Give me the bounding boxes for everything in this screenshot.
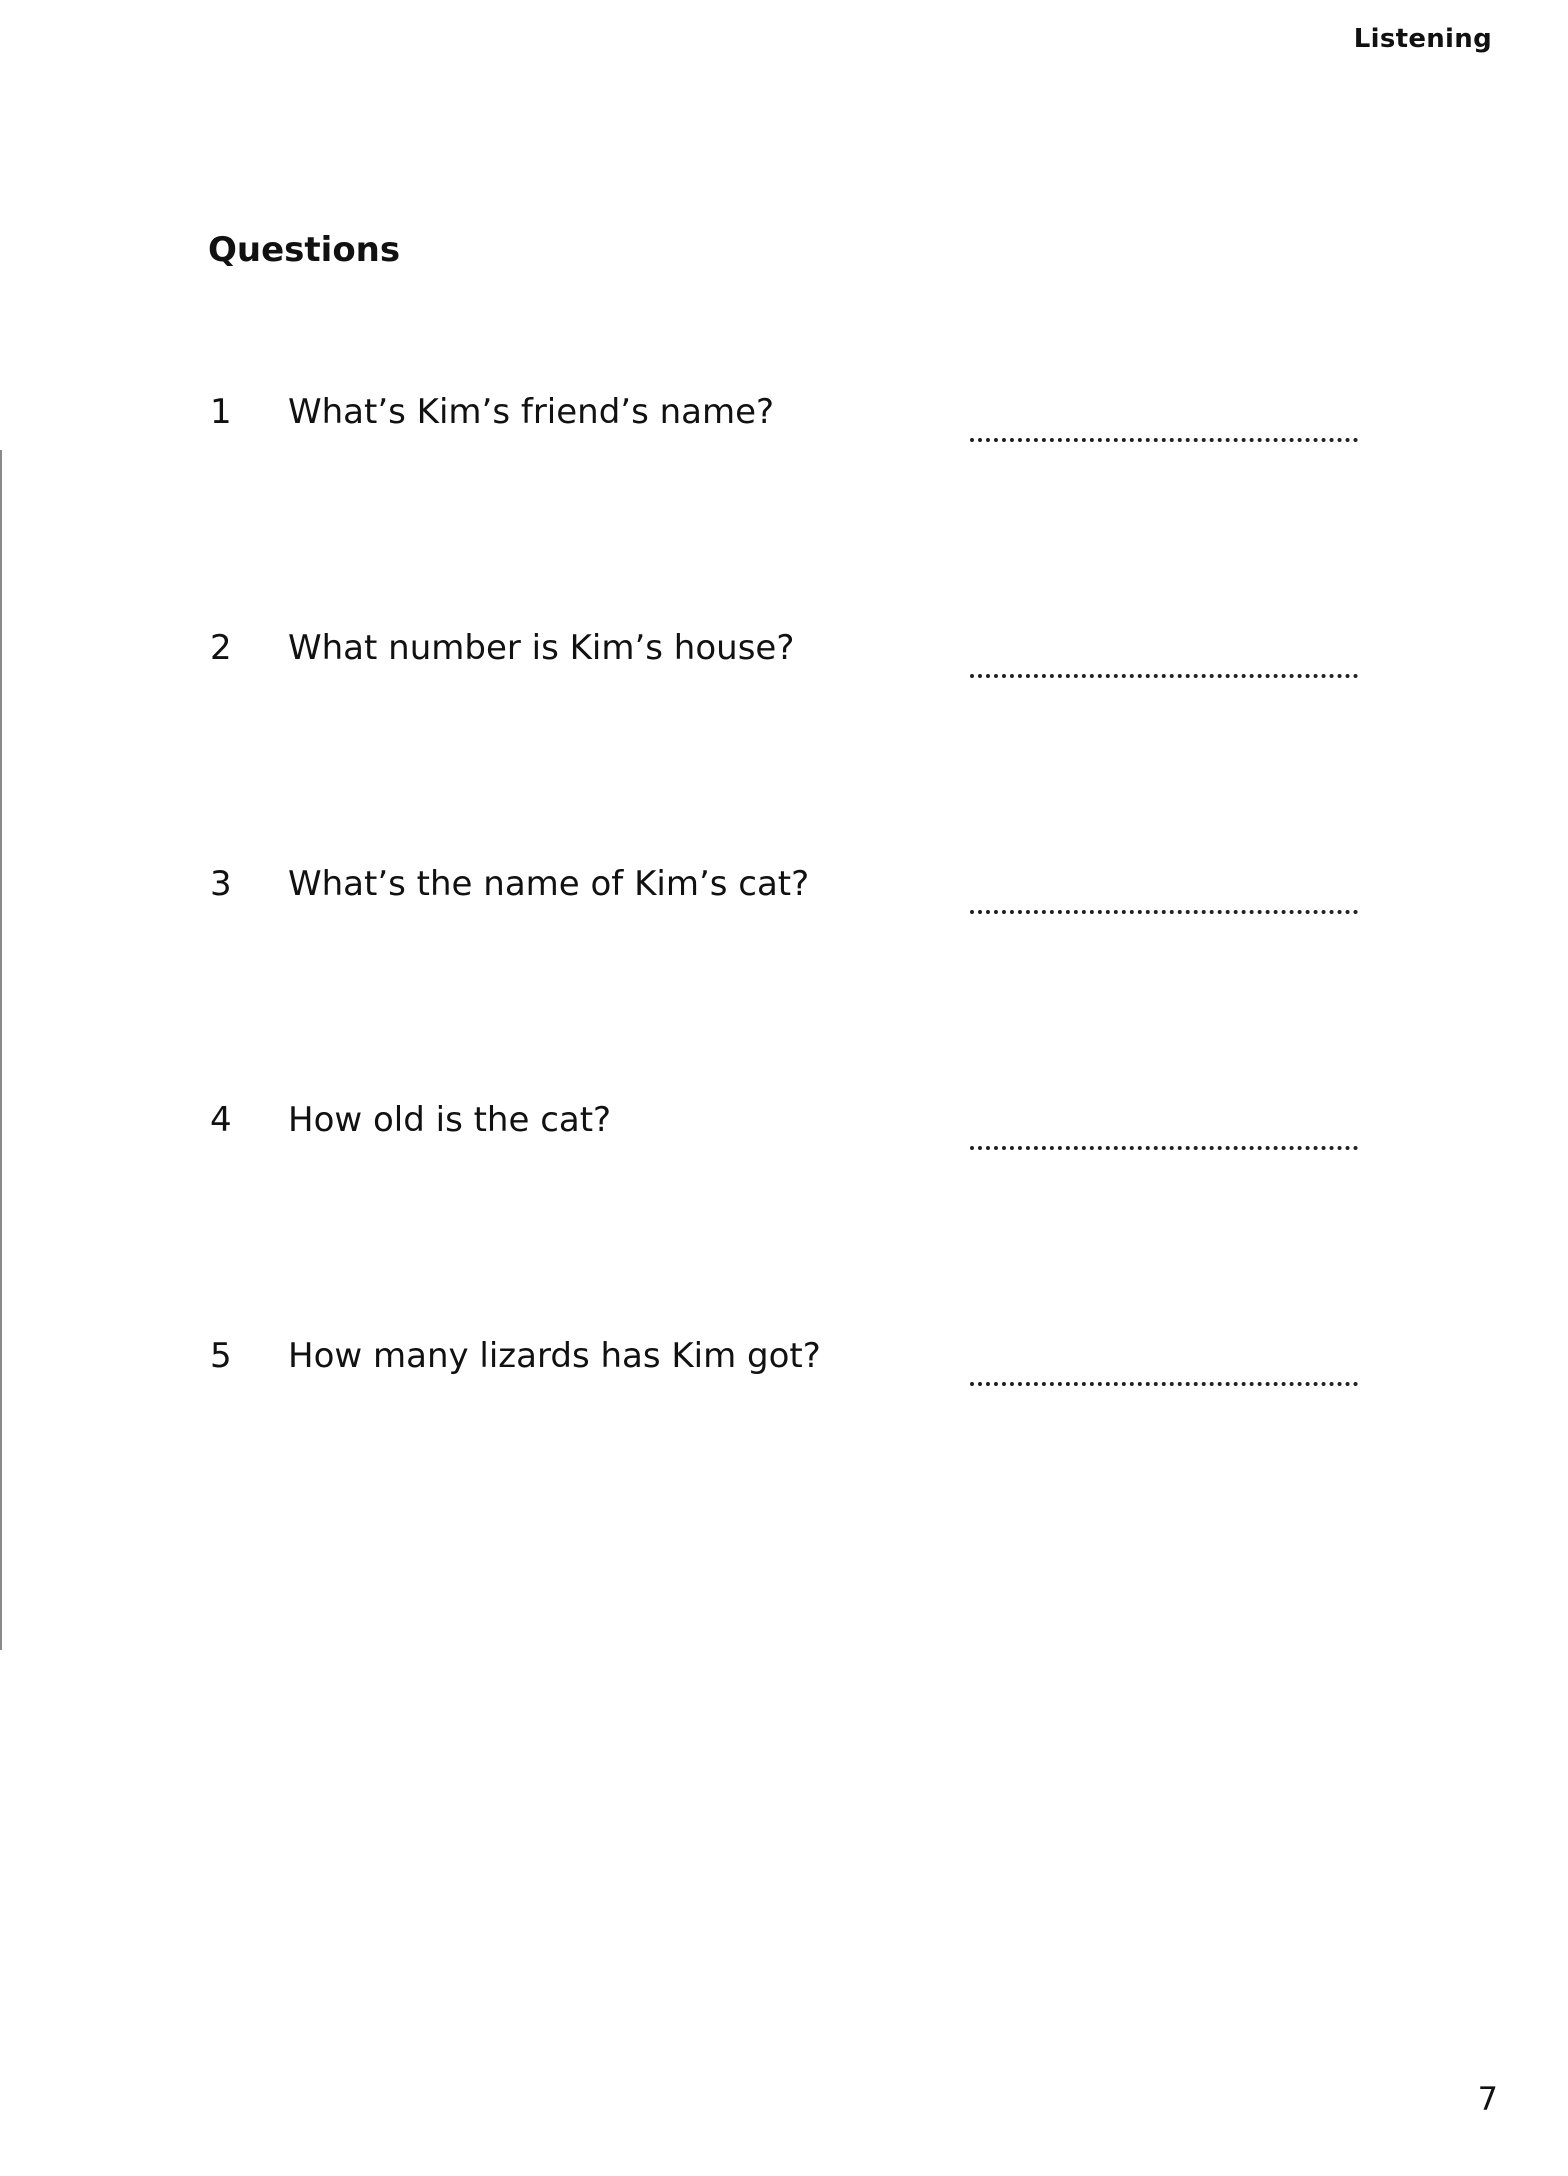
question-text: What’s Kim’s friend’s name? [288,392,775,432]
answer-line[interactable] [970,910,1358,914]
question-number: 2 [210,628,232,668]
question-item [210,1324,1360,1560]
question-text: How old is the cat? [288,1100,612,1140]
question-number: 1 [210,392,232,432]
answer-line[interactable] [970,1382,1358,1386]
question-item [210,1088,1360,1324]
question-item [210,616,1360,852]
question-item [210,852,1360,1088]
question-text: What’s the name of Kim’s cat? [288,864,810,904]
page-number: 7 [1477,2080,1498,2118]
question-item [210,380,1360,616]
question-number: 5 [210,1336,232,1376]
question-text: How many lizards has Kim got? [288,1336,821,1376]
answer-line[interactable] [970,438,1358,442]
section-label: Listening [1353,24,1492,54]
question-text: What number is Kim’s house? [288,628,795,668]
question-number: 3 [210,864,232,904]
binding-edge [0,450,6,1650]
question-number: 4 [210,1100,232,1140]
answer-line[interactable] [970,674,1358,678]
answer-line[interactable] [970,1146,1358,1150]
questions-heading: Questions [208,230,401,270]
question-list [210,380,1360,1560]
